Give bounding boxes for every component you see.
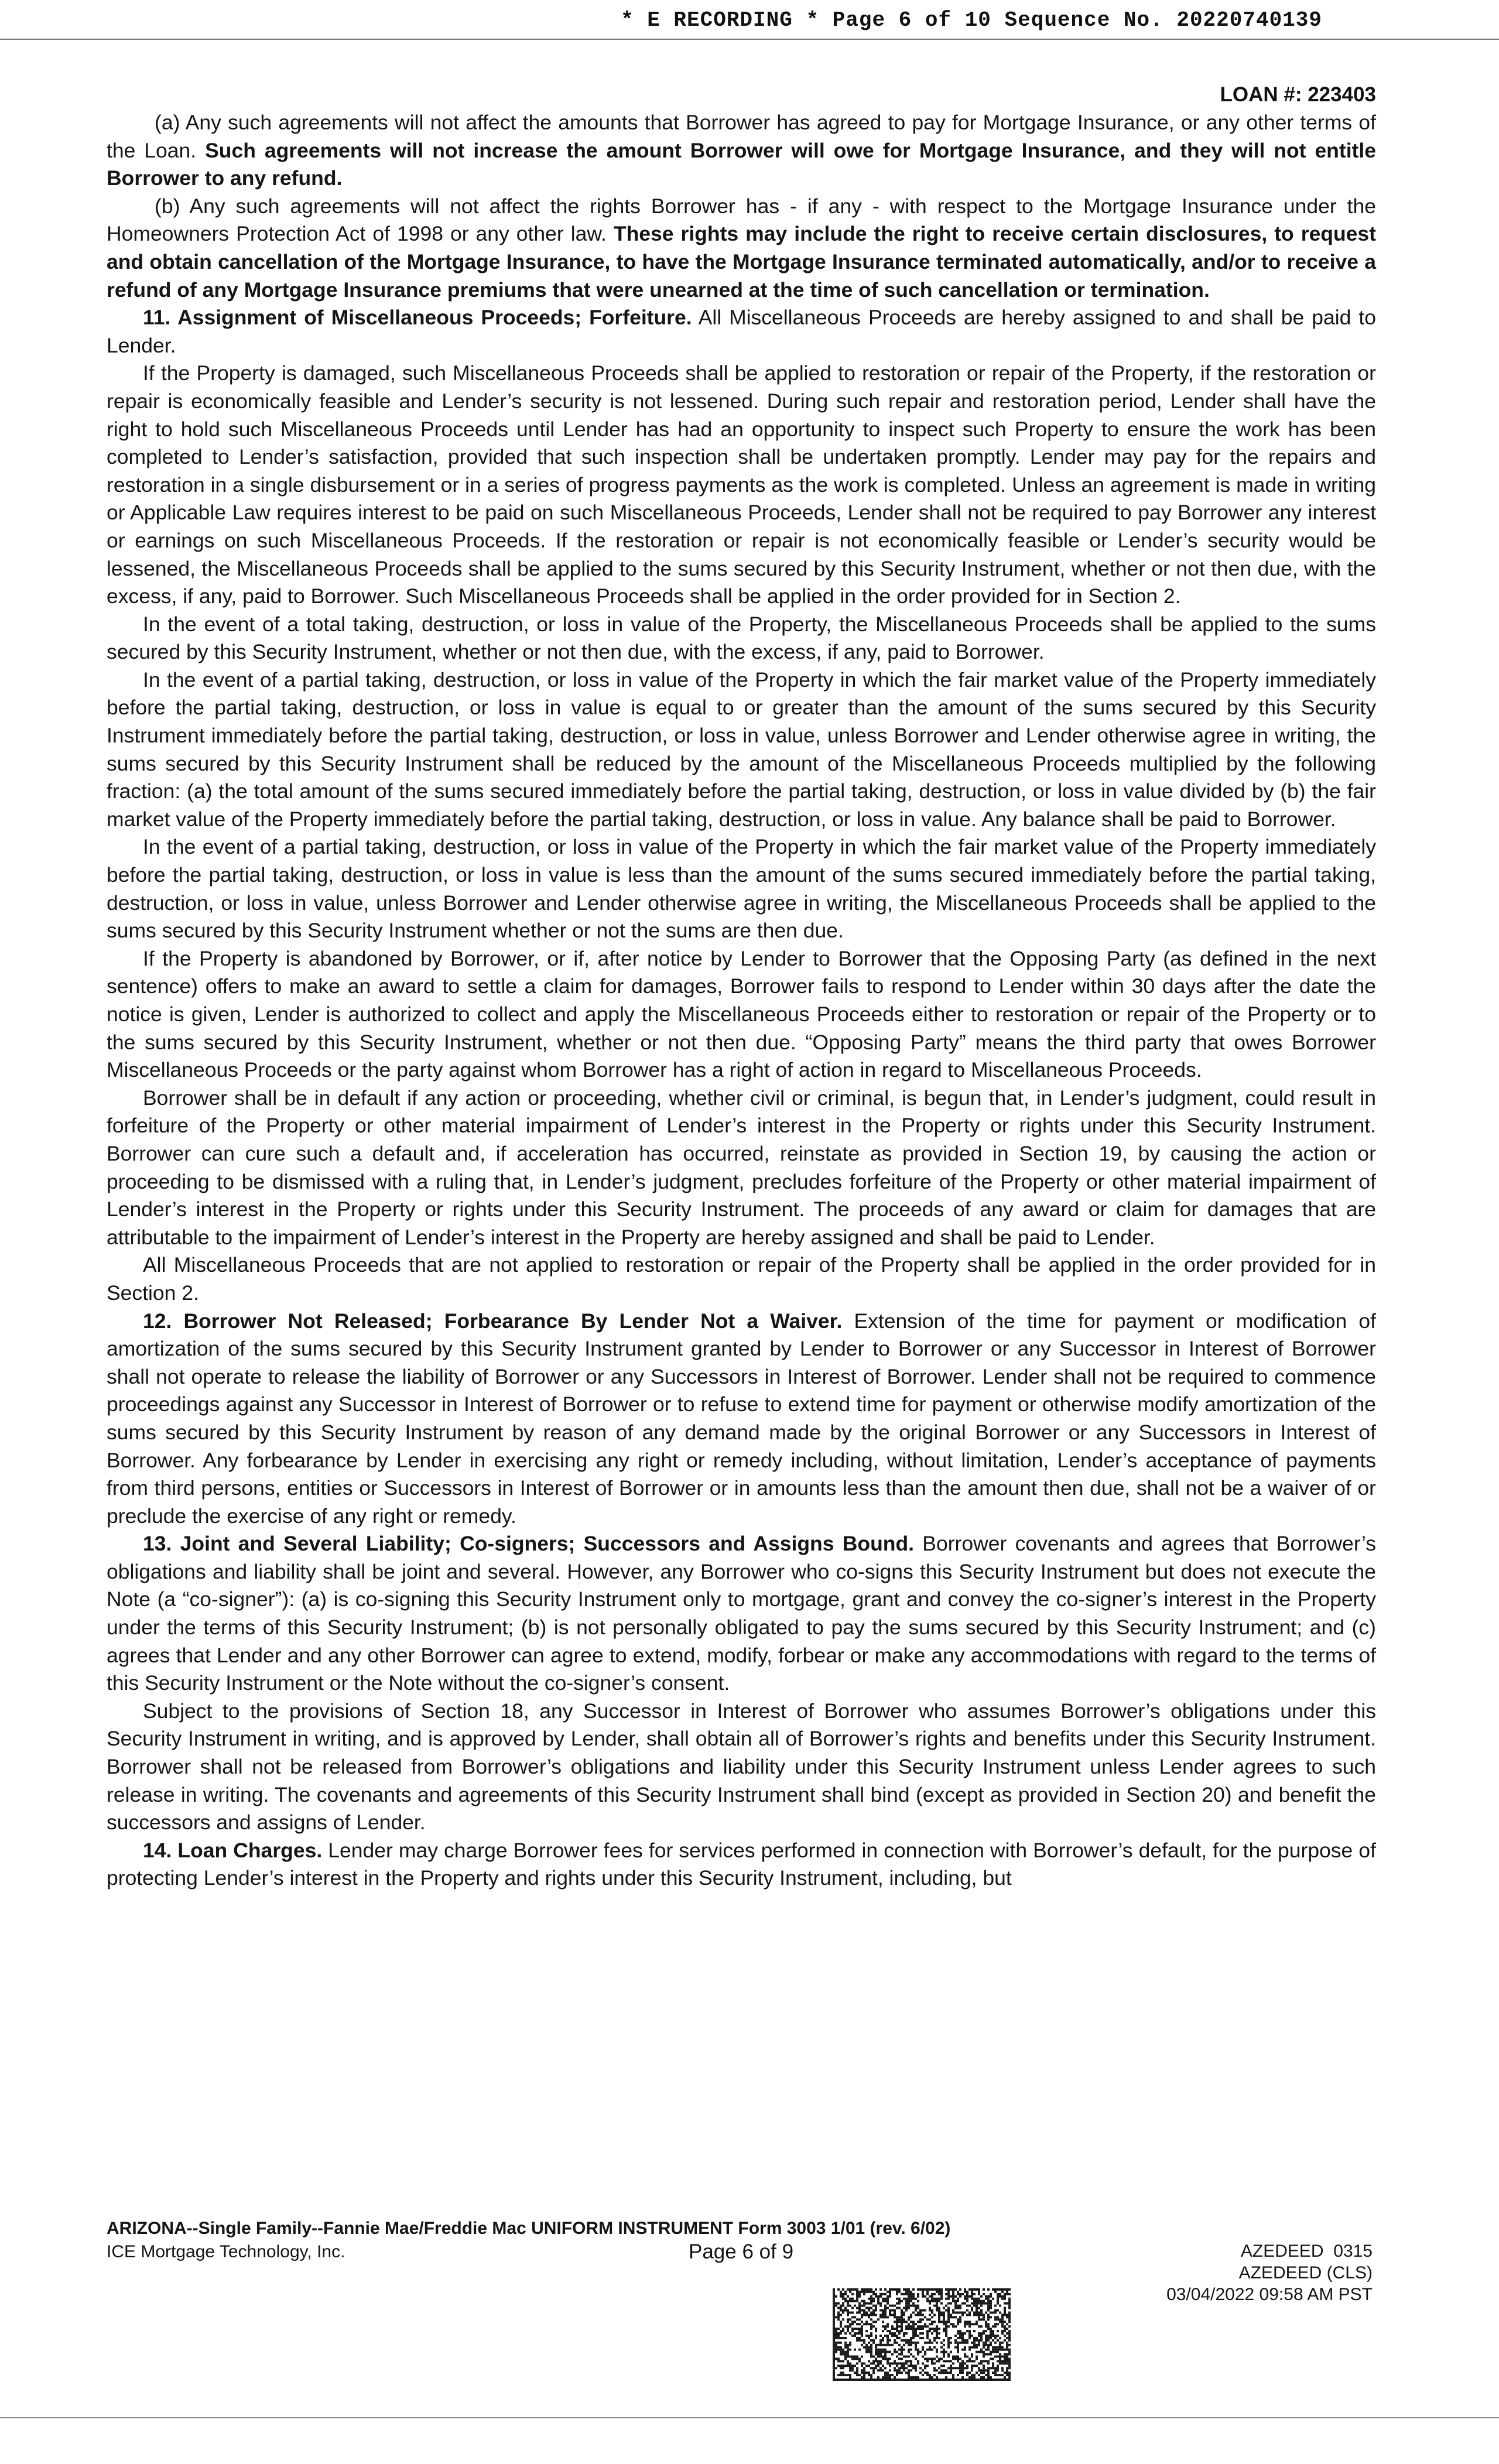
text-span: All Miscellaneous Proceeds are hereby assigned to and shall be paid to Lender. bbox=[107, 306, 1376, 357]
text-span: In the event of a partial taking, destruction, or loss in value of the Property in which the fair market value of the Property immediately before the partial taking, destruction, or loss in value is equal to or greater than the amount of the sums secured by this Security Instrument immediately before the partial taking, destruction, or loss in value, unless Borrower and Lender otherwise agree in writing, the sums secured by this Security Instrument shall be reduced by the amount of the Miscellaneous Proceeds multiplied by the following fraction: (a) the total amount of the sums secured immediately before the partial taking, destruction, or loss in value divided by (b) the fair market value of the Property immediately before the partial taking, destruction, or loss in value. Any balance shall be paid to Borrower. bbox=[107, 668, 1376, 831]
body-paragraph bbox=[107, 666, 1376, 834]
form-title: ARIZONA--Single Family--Fannie Mae/Freddie Mac UNIFORM INSTRUMENT Form 3003 1/01 (rev. 6/02) bbox=[107, 2219, 951, 2238]
footer-left bbox=[107, 2217, 950, 2264]
body-paragraph bbox=[107, 109, 1376, 193]
2d-barcode-icon bbox=[833, 2288, 1011, 2381]
header-divider bbox=[0, 39, 1499, 40]
text-span: In the event of a partial taking, destruction, or loss in value of the Property in which the fair market value of the Property immediately before the partial taking, destruction, or loss in value is less than the amount of the sums secured immediately before the partial taking, destruction, or loss in value, unless Borrower and Lender otherwise agree in writing, the Miscellaneous Proceeds shall be applied to the sums secured by this Security Instrument whether or not the sums are then due. bbox=[107, 835, 1376, 943]
footer-divider bbox=[0, 2417, 1499, 2418]
body-paragraph bbox=[107, 1837, 1376, 1893]
body-paragraph bbox=[107, 304, 1376, 360]
bold-text-span: Such agreements will not increase the amount Borrower will owe for Mortgage Insurance, and they will not entitle Borrower to any refund. bbox=[107, 138, 1376, 190]
document-body bbox=[107, 109, 1376, 1893]
footer-right bbox=[1166, 2240, 1373, 2305]
body-paragraph bbox=[107, 193, 1376, 304]
body-paragraph bbox=[107, 1530, 1376, 1698]
body-paragraph bbox=[107, 1698, 1376, 1837]
bold-text-span: 13. Joint and Several Liability; Co-signers; Successors and Assigns Bound. bbox=[143, 1532, 914, 1556]
text-span: If the Property is damaged, such Miscellaneous Proceeds shall be applied to restoration or repair of the Property, if the restoration or repair is economically feasible and Lender’s security is not lessened. During such repair and restoration period, Lender shall have the right to hold such Miscellaneous Proceeds until Lender has had an opportunity to inspect such Property to ensure the work has been completed to Lender’s satisfaction, provided that such inspection shall be undertaken promptly. Lender may pay for the repairs and restoration in a single disbursement or in a series of progress payments as the work is completed. Unless an agreement is made in writing or Applicable Law requires interest to be paid on such Miscellaneous Proceeds, Lender shall not be required to pay Borrower any interest or earnings on such Miscellaneous Proceeds. If the restoration or repair is not economically feasible or Lender’s security would be lessened, the Miscellaneous Proceeds shall be applied to the sums secured by this Security Instrument, whether or not then due, with the excess, if any, paid to Borrower. Such Miscellaneous Proceeds shall be applied in the order provided for in Section 2. bbox=[107, 361, 1376, 608]
bold-text-span: 11. Assignment of Miscellaneous Proceeds; Forfeiture. bbox=[143, 306, 692, 330]
text-span: All Miscellaneous Proceeds that are not applied to restoration or repair of the Property shall be applied in the order provided for in Section 2. bbox=[107, 1253, 1376, 1305]
text-span: If the Property is abandoned by Borrower, or if, after notice by Lender to Borrower that the Opposing Party (as defined in the next sentence) offers to make an award to settle a claim for damages, Borrower fails to respond to Lender within 30 days after the date the notice is given, Lender is authorized to collect and apply the Miscellaneous Proceeds either to restoration or repair of the Property or to the sums secured by this Security Instrument, whether or not then due. “Opposing Party” means the third party that owes Borrower Miscellaneous Proceeds or the party against whom Borrower has a right of action in regard to Miscellaneous Proceeds. bbox=[107, 946, 1376, 1082]
bold-text-span: 12. Borrower Not Released; Forbearance By Lender Not a Waiver. bbox=[143, 1309, 843, 1333]
text-span: Borrower covenants and agrees that Borrower’s obligations and liability shall be joint and several. However, any Borrower who co-signs this Security Instrument but does not execute the Note (a “co-signer”): (a) is co-signing this Security Instrument only to mortgage, grant and convey the co-signer’s interest in the Property under the terms of this Security Instrument; (b) is not personally obligated to pay the sums secured by this Security Instrument; and (c) agrees that Lender and any other Borrower can agree to extend, modify, forbear or make any accommodations with regard to the terms of this Security Instrument or the Note without the co-signer’s consent. bbox=[107, 1532, 1376, 1695]
print-datetime: 03/04/2022 09:58 AM PST bbox=[1166, 2285, 1373, 2304]
document-code: AZEDEED 0315 bbox=[1240, 2241, 1373, 2261]
text-span: Subject to the provisions of Section 18, any Successor in Interest of Borrower who assumes Borrower’s obligations under this Security Instrument in writing, and is approved by Lender, shall obtain all of Borrower’s rights and benefits under this Security Instrument. Borrower shall not be released from Borrower’s obligations and liability under this Security Instrument unless Lender agrees to such release in writing. The covenants and agreements of this Security Instrument shall bind (except as provided in Section 20) and benefit the successors and assigns of Lender. bbox=[107, 1699, 1376, 1835]
bold-text-span: 14. Loan Charges. bbox=[143, 1838, 323, 1862]
text-span: (a) Any such agreements will not affect the amounts that Borrower has agreed to pay for Mortgage Insurance, or any other terms of the Loan. bbox=[107, 111, 1376, 162]
text-span: Borrower shall be in default if any action or proceeding, whether civil or criminal, is begun that, in Lender’s judgment, could result in forfeiture of the Property or other material impairment of Lender’s interest in the Property or rights under this Security Instrument. Borrower can cure such a default and, if acceleration has occurred, reinstate as provided in Section 19, by causing the action or proceeding to be dismissed with a ruling that, in Lender’s judgment, precludes forfeiture of the Property or other material impairment of Lender’s interest in the Property or rights under this Security Instrument. The proceeds of any award or claim for damages that are attributable to the impairment of Lender’s interest in the Property are hereby assigned and shall be paid to Lender. bbox=[107, 1086, 1376, 1249]
company-name: ICE Mortgage Technology, Inc. bbox=[107, 2242, 345, 2261]
text-span: Lender may charge Borrower fees for services performed in connection with Borrower’s default, for the purpose of protecting Lender’s interest in the Property and rights under this Security Instrument, including, but bbox=[107, 1838, 1376, 1890]
loan-number: LOAN #: 223403 bbox=[1220, 83, 1376, 106]
bold-text-span: These rights may include the right to receive certain disclosures, to request and obtain cancellation of the Mortgage Insurance, to have the Mortgage Insurance terminated automatically, and/or to receive a refund of any Mortgage Insurance premiums that were unearned at the time of such cancellation or termination. bbox=[107, 222, 1376, 302]
body-paragraph bbox=[107, 945, 1376, 1084]
body-paragraph bbox=[107, 1251, 1376, 1307]
body-paragraph bbox=[107, 1084, 1376, 1252]
body-paragraph bbox=[107, 833, 1376, 944]
body-paragraph bbox=[107, 360, 1376, 610]
body-paragraph bbox=[107, 611, 1376, 666]
text-span: Extension of the time for payment or modification of amortization of the sums secured by this Security Instrument granted by Lender to Borrower or any Successor in Interest of Borrower shall not operate to release the liability of Borrower or any Successors in Interest of Borrower. Lender shall not be required to commence proceedings against any Successor in Interest of Borrower or to refuse to extend time for payment or otherwise modify amortization of the sums secured by this Security Instrument by reason of any demand made by the original Borrower or any Successors in Interest of Borrower. Any forbearance by Lender in exercising any right or remedy including, without limitation, Lender’s acceptance of payments from third persons, entities or Successors in Interest of Borrower or in amounts less than the amount then due, shall not be a waiver of or preclude the exercise of any right or remedy. bbox=[107, 1309, 1376, 1528]
body-paragraph bbox=[107, 1308, 1376, 1531]
document-code-cls: AZEDEED (CLS) bbox=[1238, 2263, 1373, 2282]
text-span: In the event of a total taking, destruction, or loss in value of the Property, the Miscellaneous Proceeds shall be applied to the sums secured by this Security Instrument, whether or not then due, with the excess, if any, paid to Borrower. bbox=[107, 612, 1376, 664]
recording-header: * E RECORDING * Page 6 of 10 Sequence No. 20220740139 bbox=[621, 8, 1322, 32]
page-number: Page 6 of 9 bbox=[689, 2240, 794, 2263]
text-span: (b) Any such agreements will not affect the rights Borrower has - if any - with respect to the Mortgage Insurance under the Homeowners Protection Act of 1998 or any other law. bbox=[107, 194, 1376, 246]
